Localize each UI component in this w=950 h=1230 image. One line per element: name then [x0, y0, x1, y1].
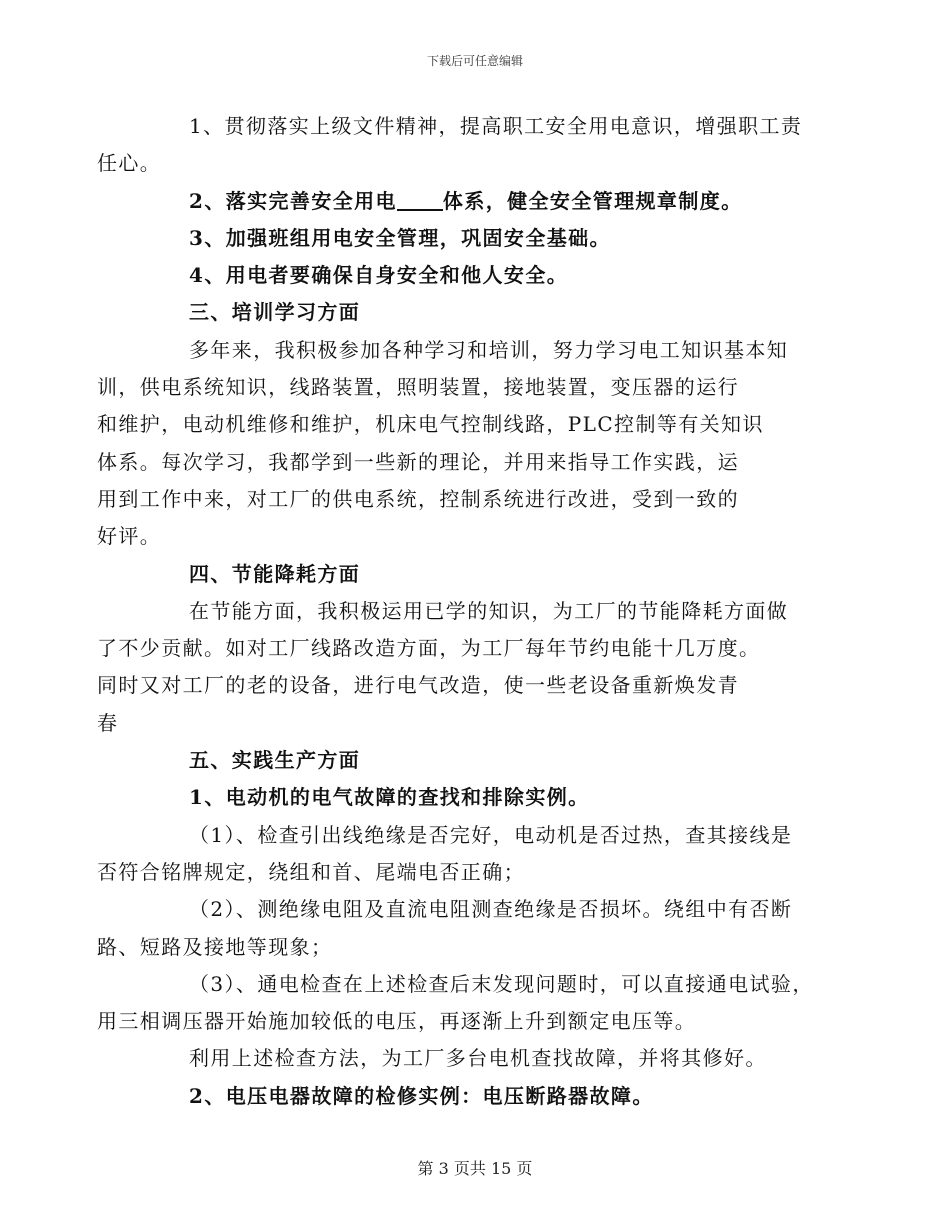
document-body [97, 108, 814, 1115]
paragraph-step-2: （2）、测绝缘电阻及直流电阻测查绝缘是否损坏。绕组中有否断 路、短路及接地等现象； [97, 897, 793, 959]
paragraph-4: 4、用电者要确保自身安全和他人安全。 [189, 263, 569, 288]
paragraph-step-3: （3）、通电检查在上述检查后末发现问题时，可以直接通电试验， 用三相调压器开始施加较低的电压，再逐渐上升到额定电压等。 [97, 971, 814, 1034]
paragraph-2: 2、落实完善安全用电 体系，健全安全管理规章制度。 [189, 188, 743, 213]
paragraph-voltage-title: 2、电压电器故障的检修实例：电压断路器故障。 [189, 1083, 654, 1108]
blank-underline [397, 191, 443, 211]
paragraph-3: 3、加强班组用电安全管理，巩固安全基础。 [189, 225, 611, 250]
page-footer: 第 3 页共 15 页 [417, 1159, 533, 1178]
page-header: 下载后可任意编辑 [426, 54, 523, 68]
paragraph-motor-title: 1、电动机的电气故障的查找和排除实例。 [189, 785, 590, 810]
paragraph-1: 1、贯彻落实上级文件精神，提高职工安全用电意识，增强职工责 任心。 [97, 114, 803, 176]
section-heading-energy: 四、节能降耗方面 [189, 561, 361, 586]
section-heading-practice: 五、实践生产方面 [189, 748, 361, 773]
paragraph-step-1: （1）、检查引出线绝缘是否完好，电动机是否过热，查其接线是 否符合铭牌规定，绕组和首、尾端电否正确； [97, 822, 793, 884]
paragraph-training: 多年来，我积极参加各种学习和培训，努力学习电工知识基本知 训，供电系统知识，线路装置，照明装置，接地装置，变压器的运行 和维护，电动机维修和维护，机床电气控制线路，PLC控制等有关知识 体系。每次学习，我都学到一些新的理论，并用来指导工作实践，运 用到工作中来，对工厂的供电系统，控制系统进行改进，受到一致的 好评。 [97, 337, 789, 549]
paragraph-summary: 利用上述检查方法，为工厂多台电机查找故障，并将其修好。 [189, 1046, 767, 1071]
paragraph-energy: 在节能方面，我积极运用已学的知识，为工厂的节能降耗方面做 了不少贡献。如对工厂线路改造方面，为工厂每年节约电能十几万度。 同时又对工厂的老的设备，进行电气改造，使一些老设备重新焕发青 春 [97, 598, 789, 735]
section-heading-training: 三、培训学习方面 [189, 300, 361, 325]
